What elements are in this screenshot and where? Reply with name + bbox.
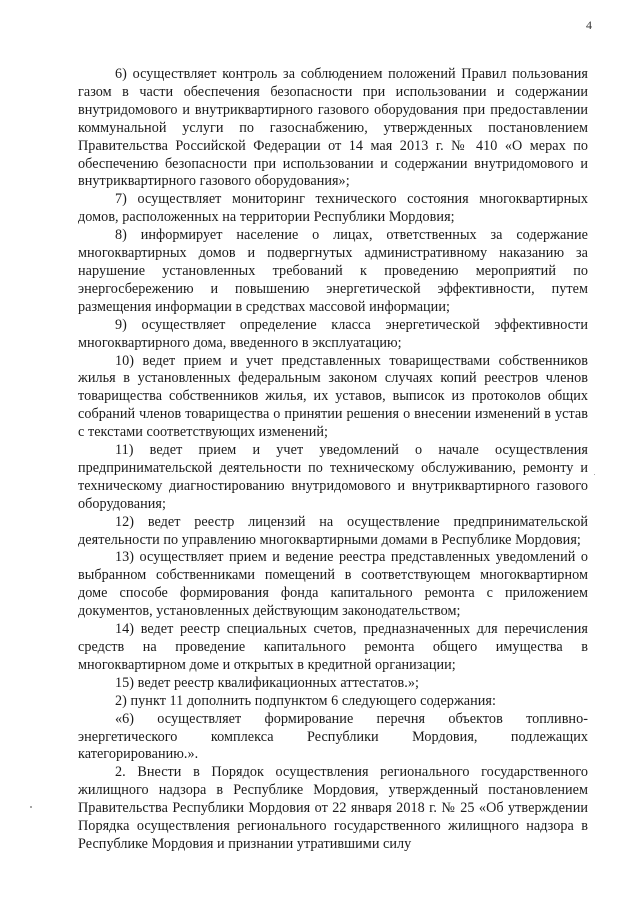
paragraph-item-14: 14) ведет реестр специальных счетов, предназначенных для перечисления средств на проведение капитального ремонта общего имущества в многоквартирном доме и открытых в кредитной организации;	[78, 621, 588, 673]
paragraph-item-7: 7) осуществляет мониторинг технического состояния многоквартирных домов, расположенных на территории Республики Мордовия;	[78, 191, 588, 226]
paragraph-item-9: 9) осуществляет определение класса энергетической эффективности многоквартирного дома, введенного в эксплуатацию;	[78, 316, 588, 351]
paragraph-section-2: 2. Внести в Порядок осуществления регионального государственного жилищного надзора в Республике Мордовия, утвержденный постановлением Правительства Республики Мордовия от 22 января 2018 г. № 25 «Об утверждении Порядка осуществления регионального государственного жилищного надзора в Республике Мордовия и признании утратившими силу	[78, 764, 588, 852]
paragraph-item-10: 10) ведет прием и учет представленных товариществами собственников жилья в установленных федеральным законом случаях копий реестров членов товарищества собственников жилья, их уставов, выписок из протоколов общих собраний членов товарищества о принятии решения о внесении изменений в устав с текстами соответствующих изменений;	[78, 352, 588, 441]
paragraph-subpoint-6-quote: «6) осуществляет формирование перечня объектов топливно-энергетического комплекса Республики Мордовия, подлежащих категорированию.».	[78, 710, 588, 763]
document-body	[78, 66, 588, 854]
paragraph-amendment-point-2: 2) пункт 11 дополнить подпунктом 6 следующего содержания:	[115, 692, 496, 709]
paragraph-item-8: 8) информирует население о лицах, ответственных за содержание многоквартирных домов и подвергнутых административному наказанию за нарушение установленных требований к проведению мероприятий по энергосбережению и повышению энергетической эффективности, путем размещения информации в средствах массовой информации;	[78, 227, 588, 315]
scan-speck	[594, 474, 595, 475]
paragraph-item-12: 12) ведет реестр лицензий на осуществление предпринимательской деятельности по управлению многоквартирными домами в Республике Мордовия;	[78, 513, 588, 548]
paragraph-item-11: 11) ведет прием и учет уведомлений о начале осуществления предпринимательской деятельности по техническому обслуживанию, ремонту и техническому диагностированию внутридомового и внутриквартирного газового оборудования;	[78, 442, 588, 512]
paragraph-item-15: 15) ведет реестр квалификационных аттестатов.»;	[115, 674, 420, 691]
paragraph-item-13: 13) осуществляет прием и ведение реестра представленных уведомлений о выбранном собственниками помещений в соответствующем многоквартирном доме способе формирования фонда капитального ремонта с приложением документов, установленных действующим законодательством;	[78, 549, 588, 620]
paragraph-item-6: 6) осуществляет контроль за соблюдением положений Правил пользования газом в части обеспечения безопасности при использовании и содержании внутридомового и внутриквартирного газового оборудования при предоставлении коммунальной услуги по газоснабжению, утвержденных постановлением Правительства Российской Федерации от 14 мая 2013 г. № 410 «О мерах по обеспечению безопасности при использовании и содержании внутридомового и внутриквартирного газового оборудования»;	[78, 66, 588, 190]
page-number: 4	[586, 18, 592, 32]
scan-speck	[30, 806, 32, 808]
